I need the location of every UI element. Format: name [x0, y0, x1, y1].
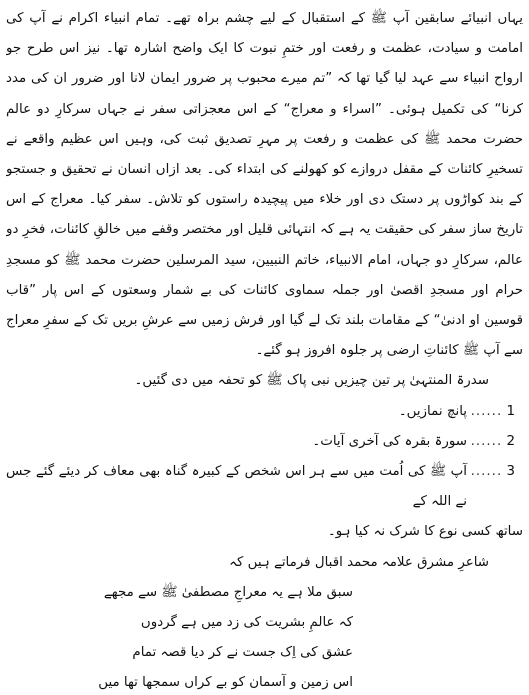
list-item [6, 397, 523, 427]
body-paragraph: یہاں انبیائے سابقین آپ ﷺ کے استقبال کے لیے چشم براہ تھے۔ تمام انبیاء اکرام نے آپ کی امامت و سیادت، عظمت و رفعت اور ختمِ نبوت کا ایک واضح اشارہ تھا۔ نیز اس طرح جو ارواح انبیاء سے عہد لیا گیا تھا کہ ”تم میرے محبوب پر ضرور ایمان لانا اور ضرور ان کی مدد کرنا“ کی تکمیل ہوئی۔ ”اسراء و معراج“ کے اس معجزاتی سفر نے جہاں سرکارِ دو عالم حضرت محمد ﷺ کی عظمت و رفعت پر مہرِ تصدیق ثبت کی، وہیں اس عظیم واقعے نے تسخیرِ کائنات کے مقفل دروازے کو کھولنے کی ابتداء کی۔ بعد ازاں انسان نے تحقیق و جستجو کے بند کواڑوں پر دستک دی اور خلاء میں پیچیدہ راستوں کو تلاش۔ سفر کیا۔ معراج کے اس تاریخ ساز سفر کی حقیقت یہ ہے کہ انتہائی قلیل اور مختصر وقفے میں خالقِ کائنات، فخرِ دو عالم، سرکارِ دو جہاں، امام الانبیاء، خاتم النبیین، سید المرسلین حضرت محمد ﷺ کو مسجدِ حرام اور مسجدِ اقصیٰ اور جملہ سماوی کائنات کی بے شمار وسعتوں کے اس پار ”قاب قوسین او ادنیٰ“ کے مقامات بلند تک لے گیا اور فرش زمیں سے عرشِ بریں تک کے سفرِ معراج سے آپ ﷺ کائناتِ ارضی پر جلوہ افروز ہو گئے۔ [6, 11, 523, 359]
list-item [6, 457, 523, 517]
list-item [6, 427, 523, 457]
list-item-number: ...... 3 [470, 464, 515, 480]
gifts-list [6, 397, 523, 518]
list-item-text: پانچ نمازیں۔ [398, 403, 467, 419]
poem-verse: اس زمین و آسمان کو بے کراں سمجھا تھا میں [98, 675, 353, 691]
list-item-continuation: ساتھ کسی نوع کا شرک نہ کیا ہو۔ [327, 524, 523, 540]
poem [6, 578, 523, 691]
list-item-number: ...... 2 [470, 433, 515, 449]
list-item-text: سورۃ بقرہ کی آخری آیات۔ [312, 433, 467, 449]
gifts-intro: سدرۃ المنتہیٰ پر تین چیزیں نبی پاک ﷺ کو تحفہ میں دی گئیں۔ [134, 373, 489, 389]
poet-intro: شاعرِ مشرق علامہ محمد اقبال فرماتے ہیں کہ [229, 554, 489, 570]
list-item-number: ...... 1 [470, 403, 515, 419]
poem-verse: سبق ملا ہے یہ معراجِ مصطفیٰ ﷺ سے مجھے [103, 584, 353, 600]
poem-verse: کہ عالمِ بشریت کی زد میں ہے گردوں [140, 615, 353, 631]
list-item-text: آپ ﷺ کی اُمت میں سے ہر اس شخص کے کبیرہ گناہ بھی معاف کر دیئے گئے جس نے اللہ کے [6, 464, 467, 510]
poem-verse: عشق کی اِک جست نے کر دیا قصہ تمام [132, 645, 353, 661]
document-page [6, 4, 523, 691]
